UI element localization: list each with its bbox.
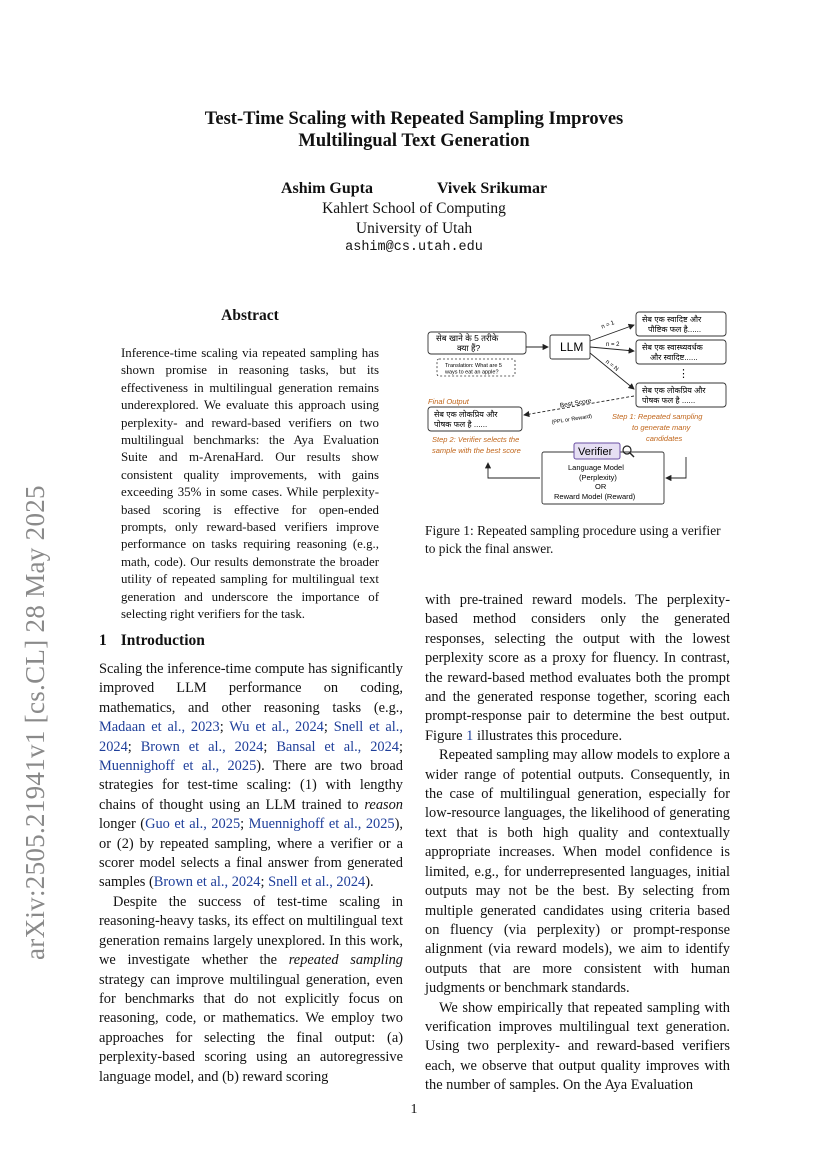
step-1-label: Step 1: Repeated sampling bbox=[612, 412, 703, 421]
title-line-1: Test-Time Scaling with Repeated Sampling Improves bbox=[204, 109, 624, 129]
citation-link[interactable]: Muennighoff et al., 2025 bbox=[248, 816, 395, 833]
sample-label: n = 1 bbox=[600, 320, 616, 331]
prompt-text: क्या हैं? bbox=[457, 343, 481, 353]
title-line-2: Multilingual Text Generation bbox=[298, 131, 530, 151]
citation-link[interactable]: Muennighoff et al., 2025 bbox=[99, 758, 257, 775]
step-1-label: candidates bbox=[646, 434, 683, 443]
sample-label: n = 2 bbox=[606, 342, 620, 348]
intro-paragraph-4: Repeated sampling may allow models to explore a wider range of potential outputs. Consequently, in the case of multilingual generation, especially for low-resource languages, the likelihood of generating text that is both high quality and contextually appropriate increases. When model confidence is limited, e.g., for underrepresented languages, initial outputs may not be the best. By selecting from multiple generated candidates using criteria based on fluency (via perplexity) or prompt-response alignment (via reward models), we aim to identify outputs that are more consistent with human judgments or benchmark standards. bbox=[425, 747, 730, 997]
translation-text: Translation: What are 5 bbox=[445, 363, 502, 369]
section-number: 1 bbox=[99, 632, 107, 649]
citation-link[interactable]: Madaan et al., 2023 bbox=[99, 719, 220, 736]
citation-link[interactable]: Wu et al., 2024 bbox=[229, 719, 324, 736]
llm-label: LLM bbox=[560, 340, 584, 354]
output-text: सेब एक स्वास्थ्यवर्धक bbox=[642, 343, 703, 352]
prompt-text: सेब खाने के 5 तरीके bbox=[436, 333, 499, 343]
final-output-label: Final Output bbox=[428, 397, 469, 406]
output-text: सेब एक स्वादिष्ट और bbox=[642, 315, 702, 324]
translation-text: ways to eat an apple? bbox=[445, 369, 499, 376]
ppl-reward-label: (PPL or Reward) bbox=[551, 413, 593, 426]
output-text: पौष्टिक फल है...... bbox=[648, 325, 702, 334]
step-2-label: sample with the best score bbox=[432, 446, 521, 455]
figure-reference-link[interactable]: 1 bbox=[466, 727, 474, 744]
affiliation-1: Kahlert School of Computing bbox=[322, 200, 506, 217]
output-text: पोषक फल है ...... bbox=[642, 396, 696, 405]
paper-title bbox=[0, 108, 828, 152]
citation-link[interactable]: Brown et al., 2024 bbox=[140, 738, 264, 755]
intro-paragraph-1: Scaling the inference-time compute has significantly improved LLM performance on coding, mathematics, and other reasoning tasks (e.g., Madaan et al., 2023; Wu et al., 2024; Snell et al., 2024; Brown et al., 2024; Bansal et al., 2024; Muennighoff et al., 2025). There are two broad strategies for test-time scaling: (1) with lengthy chains of thought using an LLM trained to reason longer (Guo et al., 2025; Muennighoff et al., 2025), or (2) by repeated sampling, where a verifier or a scorer model selects a final answer from generated samples (Brown et al., 2024; Snell et al., 2024). bbox=[99, 661, 404, 891]
citation-link[interactable]: Guo et al., 2025 bbox=[145, 816, 241, 833]
final-output-text: सेब एक लोकप्रिय और bbox=[434, 410, 498, 419]
arxiv-stamp: arXiv:2505.21941v1 [cs.CL] 28 May 2025 bbox=[20, 485, 50, 960]
ellipsis-icon: ⋮ bbox=[678, 368, 689, 380]
author-email: ashim@cs.utah.edu bbox=[345, 240, 483, 255]
step-1-label: to generate many bbox=[632, 423, 691, 432]
verifier-option: OR bbox=[595, 482, 607, 491]
sample-label: n = N bbox=[604, 359, 620, 373]
authors bbox=[0, 180, 828, 198]
intro-paragraph-3: with pre-trained reward models. The perplexity-based method considers only the generated responses, selecting the output with the lowest perplexity score as a proxy for fluency. In contrast, the reward-based method evaluates both the prompt and the generated response together, scoring each prompt-response pair to determine the best output. Figure 1 illustrates this procedure. bbox=[425, 592, 730, 744]
author-1: Ashim Gupta bbox=[280, 180, 373, 197]
author-2: Vivek Srikumar bbox=[436, 180, 548, 197]
verifier-label: Verifier bbox=[578, 446, 613, 458]
best-score-label: Best Score bbox=[559, 397, 592, 410]
citation-link[interactable]: Bansal et al., 2024 bbox=[276, 738, 399, 755]
section-title: Introduction bbox=[120, 632, 205, 649]
verifier-option: Reward Model (Reward) bbox=[554, 492, 636, 501]
figure-1-diagram bbox=[420, 305, 740, 515]
verifier-option: (Perplexity) bbox=[579, 473, 617, 482]
final-output-text: पोषक फल है ...... bbox=[434, 420, 488, 429]
citation-link[interactable]: Snell et al., 2024 bbox=[268, 874, 366, 891]
citation-link[interactable]: Snell et al., 2024 bbox=[99, 719, 403, 755]
verifier-option: Language Model bbox=[568, 463, 624, 472]
output-text: सेब एक लोकप्रिय और bbox=[642, 386, 706, 395]
step-2-label: Step 2: Verifier selects the bbox=[432, 435, 520, 444]
affiliation-2: University of Utah bbox=[355, 220, 473, 237]
right-column bbox=[425, 591, 730, 1096]
intro-paragraph-5: We show empirically that repeated sampling with verification improves multilingual text generation. Using two perplexity- and reward-based verifiers each, we observe that output quality improves with the number of samples. On the Aya Evaluation bbox=[425, 999, 730, 1094]
section-heading bbox=[99, 632, 205, 650]
intro-paragraph-2: Despite the success of test-time scaling in reasoning-heavy tasks, its effect on multilingual text generation remains largely unexplored. In this work, we investigate whether the repeated sampling strategy can improve multilingual generation, even for benchmarks that do not explicitly focus on reasoning, code, or mathematics. We employ two approaches for selecting the final output: (a) perplexity-based scoring using an autoregressive language model, and (b) reward scoring bbox=[99, 893, 403, 1085]
page-number: 1 bbox=[410, 1102, 418, 1117]
abstract-text: Inference-time scaling via repeated sampling has shown promise in reasoning tasks, but its effectiveness in multilingual generation remains underexplored. We evaluate this approach using perplexity- and reward-based verifiers on two multilingual benchmarks: the Aya Evaluation Suite and m-ArenaHard. Our results show consistent quality improvements, with gains exceeding 35% in some cases. While perplexity-based scoring is effective for open-ended prompts, only reward-based verifiers improve performance on tasks requiring reasoning (e.g., math, code). Our results demonstrate the broader utility of repeated sampling for multilingual text generation and underscore the importance of selecting right verifiers for the task. bbox=[121, 346, 379, 622]
abstract-heading: Abstract bbox=[221, 307, 279, 324]
output-text: और स्वादिष्ट...... bbox=[650, 353, 698, 362]
figure-1-caption: Figure 1: Repeated sampling procedure using a verifier to pick the final answer. bbox=[425, 523, 721, 556]
left-column bbox=[99, 660, 403, 1087]
citation-link[interactable]: Brown et al., 2024 bbox=[153, 874, 261, 891]
